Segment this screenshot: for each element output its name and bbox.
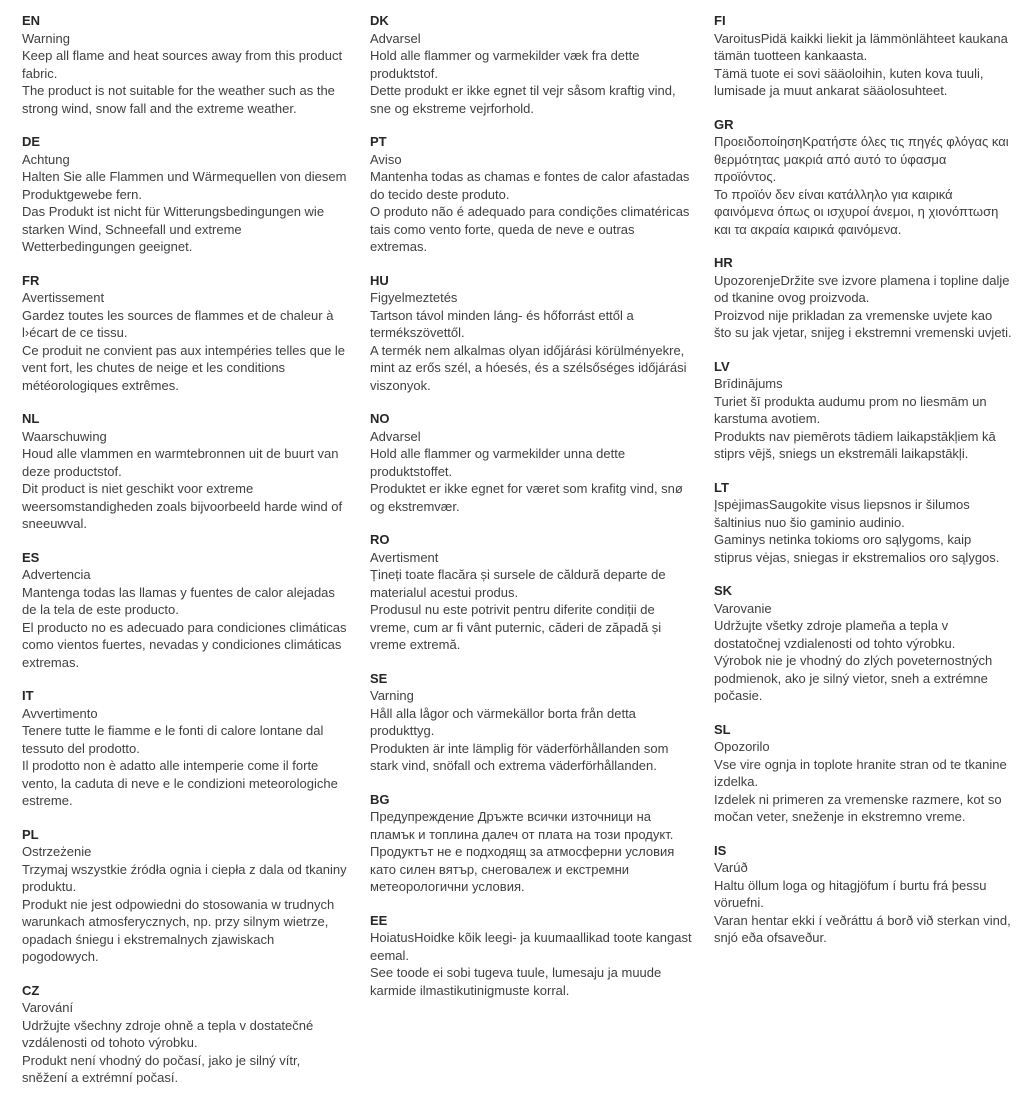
language-section-bg [370,791,692,896]
warning-heading: Varúð [714,860,748,875]
language-section-nl [22,410,348,533]
warning-heading: Avvertimento [22,705,98,721]
warning-heading: Advarsel [370,428,421,444]
language-code: EE [370,912,388,928]
warning-paragraph: Το προϊόν δεν είναι κατάλληλο για καιρικά φαινόμενα όπως οι ισχυροί άνεμοι, η χιονόπτωση και τα ακραία καιρικά φαινόμενα. [714,186,999,237]
warning-paragraph: Tämä tuote ei sovi sääoloihin, kuten kova tuuli, lumisade ja muut ankarat sääolosuhteet. [714,65,984,98]
column-1 [22,12,348,1103]
warning-heading: Advertencia [22,567,91,582]
warning-paragraph: Produsul nu este potrivit pentru diferite condiții de vreme, cum ar fi vânt puternic, căderi de zăpadă și vreme extremă. [370,602,662,652]
language-section-sk [714,582,1012,705]
warning-paragraph: Keep all flame and heat sources away from this product fabric. [22,48,343,81]
language-code: RO [370,532,390,547]
column-2 [370,12,692,1103]
language-code: NO [370,411,390,426]
warning-heading: Varování [22,1000,74,1015]
warning-paragraph: ΠροειδοποίησηΚρατήστε όλες τις πηγές φλόγας και θερμότητας μακριά από αυτό το ύφασμα προϊόντος. [714,134,1009,184]
warning-paragraph: Dit product is niet geschikt voor extreme weersomstandigheden zoals bijvoorbeeld harde wind of sneeuwval. [22,481,343,531]
language-section-en [22,12,348,117]
language-code: DK [370,13,389,28]
language-code: EN [22,13,41,28]
language-code: FI [714,13,726,28]
text-columns [22,12,1010,1103]
warning-paragraph: See toode ei sobi tugeva tuule, lumesaju ja muude karmide ilmastikutinigmuste korral. [370,965,662,998]
warning-paragraph: Gardez toutes les sources de flammes et de chaleur à l›écart de ce tissu. [22,307,334,340]
language-section-se [370,670,692,775]
column-3 [714,12,1012,1103]
warning-paragraph: Produkten är inte lämplig för väderförhållanden som stark vind, snöfall och extrema väderförhållanden. [370,740,669,773]
warning-heading: Achtung [22,151,70,167]
warning-paragraph: Proizvod nije prikladan za vremenske uvjete kao što su jak vjetar, snijeg i ekstremni vremenski uvjeti. [714,307,1012,340]
language-section-fi [714,12,1012,100]
language-code: IT [22,688,34,703]
language-code: IS [714,842,727,858]
warning-heading: Ostrzeżenie [22,844,92,859]
warning-paragraph: Udržujte všetky zdroje plameňa a tepla v dostatočnej vzdialenosti od tohto výrobku. [714,618,956,651]
language-section-ee [370,912,692,1000]
warning-paragraph: Mantenga todas las llamas y fuentes de calor alejadas de la tela de este producto. [22,584,335,617]
warning-paragraph: Hold alle flammer og varmekilder unna dette produktstoffet. [370,446,626,479]
warning-paragraph: Izdelek ni primeren za vremenske razmere, kot so močan veter, sneženje in ekstremno vreme. [714,791,1002,824]
warning-heading: Avertissement [22,290,105,305]
language-section-pl [22,826,348,966]
warning-paragraph: Hold alle flammer og varmekilder væk fra dette produktstof. [370,48,640,81]
warning-paragraph: Продуктът не е подходящ за атмосферни условия като силен вятър, снеговалеж и екстремни метеорологични условия. [370,844,675,894]
warning-paragraph: Gaminys netinka tokioms oro sąlygoms, kaip stiprus vėjas, sniegas ir ekstremalios oro sąlygos. [714,532,1000,565]
language-section-dk [370,12,692,117]
language-section-it [22,687,348,810]
language-code: ES [22,549,40,565]
language-code: SL [714,721,731,737]
language-code: LT [714,479,729,495]
language-section-hr [714,254,1012,342]
warning-heading: Varning [370,688,414,703]
warning-paragraph: Håll alla lågor och värmekällor borta från detta produkttyg. [370,705,636,738]
language-section-es [22,549,348,672]
language-section-de [22,133,348,256]
warning-paragraph: The product is not suitable for the weather such as the strong wind, snow fall and the extreme weather. [22,83,335,116]
language-section-ro [370,531,692,654]
language-section-cz [22,982,348,1087]
warning-heading: Aviso [370,151,402,167]
language-section-sl [714,721,1012,826]
warning-heading: Avertisment [370,549,439,565]
language-code: FR [22,272,40,288]
warning-paragraph: Țineți toate flacăra și sursele de căldură departe de materialul acestui produs. [370,567,666,600]
warning-paragraph: Halten Sie alle Flammen und Wärmequellen von diesem Produktgewebe fern. [22,169,347,202]
language-section-lv [714,358,1012,463]
language-section-is [714,842,1012,947]
warning-paragraph: Das Produkt ist nicht für Witterungsbedingungen wie starken Wind, Schneefall und extreme Wetterbedingungen geeignet. [22,204,325,254]
warning-paragraph: Produktet er ikke egnet for været som krafitg vind, snø og ekstremvær. [370,481,683,514]
warning-paragraph: Mantenha todas as chamas e fontes de calor afastadas do tecido deste produto. [370,169,690,202]
language-section-fr [22,272,348,395]
warning-paragraph: Предупреждение Дръжте всички източници на пламък и топлина далеч от плата на този продукт. [370,809,674,842]
warning-paragraph: HoiatusHoidke kõik leegi- ja kuumaallikad toote kangast eemal. [370,930,692,963]
warning-paragraph: Houd alle vlammen en warmtebronnen uit de buurt van deze productstof. [22,446,339,479]
language-section-no [370,410,692,515]
language-section-hu [370,272,692,395]
language-code: HU [370,272,389,288]
language-code: HR [714,255,733,270]
warning-paragraph: Produkts nav piemērots tādiem laikapstākļiem kā stiprs vējš, sniegs un ekstremāli laikapstākļi. [714,428,996,461]
warning-paragraph: Produkt není vhodný do počasí, jako je silný vítr, sněžení a extrémní počasí. [22,1052,301,1085]
warning-paragraph: Výrobok nie je vhodný do zlých poveternostných podmienok, ako je silný vietor, sneh a extrémne počasie. [714,653,993,703]
language-code: PL [22,826,39,842]
language-code: DE [22,134,41,149]
warning-paragraph: Varan hentar ekki í veðráttu á borð við sterkan vind, snjó eða ofsaveður. [714,912,1011,945]
warning-heading: Warning [22,30,70,46]
warning-paragraph: Haltu öllum loga og hitagjöfum í burtu frá þessu vöruefni. [714,877,987,910]
warning-heading: Figyelmeztetés [370,290,458,305]
warning-paragraph: VaroitusPidä kaikki liekit ja lämmönlähteet kaukana tämän tuotteen kankaasta. [714,30,1008,63]
language-code: NL [22,411,40,426]
warning-paragraph: El producto no es adecuado para condiciones climáticas como vientos fuertes, nevadas y condiciones climáticas extremas. [22,619,347,670]
warning-paragraph: Produkt nie jest odpowiedni do stosowania w trudnych warunkach atmosferycznych, np. przy silnym wietrze, opadach śniegu i ekstremalnych zjawiskach pogodowych. [22,896,335,964]
language-code: BG [370,791,390,807]
language-code: CZ [22,982,40,998]
language-code: LV [714,358,730,374]
language-section-gr [714,116,1012,239]
language-code: GR [714,116,734,132]
warning-heading: Opozorilo [714,739,770,754]
language-code: SE [370,670,388,686]
warning-paragraph: ĮspėjimasSaugokite visus liepsnos ir šilumos šaltinius nuo šio gaminio audinio. [714,497,970,530]
warning-paragraph: O produto não é adequado para condições climatéricas tais como vento forte, queda de neve e outras extremas. [370,204,690,254]
warning-paragraph: Vse vire ognja in toplote hranite stran od te tkanine izdelka. [714,756,1007,789]
warning-heading: Waarschuwing [22,428,107,444]
language-code: PT [370,134,387,149]
warning-paragraph: UpozorenjeDržite sve izvore plamena i topline dalje od tkanine ovog proizvoda. [714,272,1010,305]
warning-paragraph: Dette produkt er ikke egnet til vejr såsom kraftig vind, sne og ekstreme vejrforhold. [370,83,676,116]
warning-paragraph: Turiet šī produkta audumu prom no liesmām un karstuma avotiem. [714,393,987,426]
language-section-lt [714,479,1012,567]
warning-heading: Brīdinājums [714,376,783,391]
warning-heading: Varovanie [714,600,772,616]
warning-paragraph: Tenere tutte le fiamme e le fonti di calore lontane dal tessuto del prodotto. [22,723,324,756]
warning-paragraph: Ce produit ne convient pas aux intempéries telles que le vent fort, les chutes de neige et les conditions météorologiques extrêmes. [22,342,346,393]
warning-paragraph: Il prodotto non è adatto alle intemperie come il forte vento, la caduta di neve e le condizioni meteorologiche estreme. [22,758,338,808]
warning-heading: Advarsel [370,30,421,46]
warning-paragraph: Tartson távol minden láng- és hőforrást ettől a termékszövettől. [370,307,634,340]
language-section-pt [370,133,692,256]
language-code: SK [714,583,733,598]
warning-paragraph: Udržujte všechny zdroje ohně a tepla v dostatečné vzdálenosti od tohoto výrobku. [22,1017,314,1050]
warning-paragraph: Trzymaj wszystkie źródła ognia i ciepła z dala od tkaniny produktu. [22,861,347,894]
warning-paragraph: A termék nem alkalmas olyan időjárási körülményekre, mint az erős szél, a hóesés, és a szélsőséges időjárási viszonyok. [370,342,687,393]
